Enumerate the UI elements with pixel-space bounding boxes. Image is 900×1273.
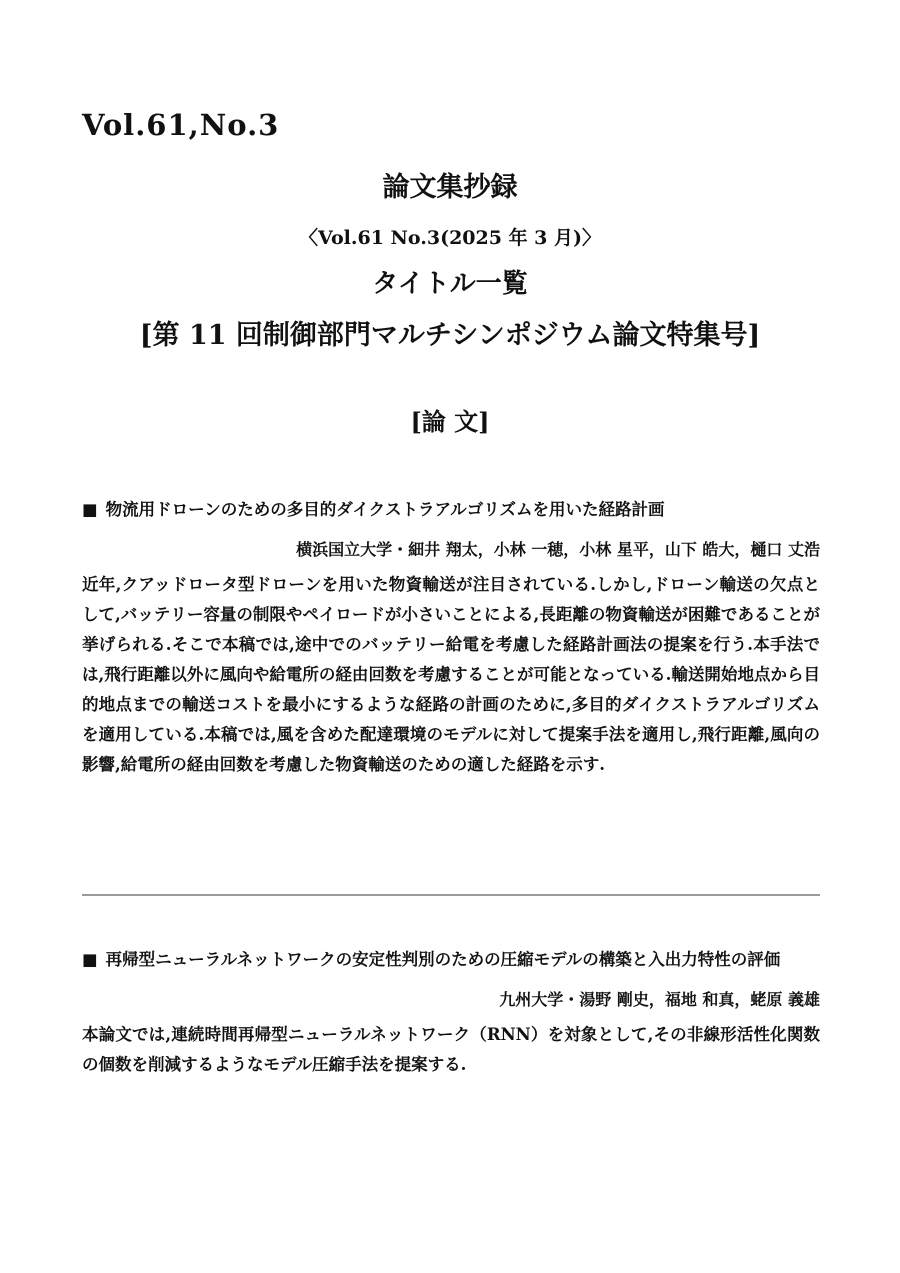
- bullet-icon: ■: [82, 500, 98, 519]
- bullet-icon: ■: [82, 950, 98, 969]
- page-title: 論文集抄録: [382, 172, 518, 203]
- article-title: 物流用ドローンのための多目的ダイクストラアルゴリズムを用いた経路計画: [105, 500, 665, 519]
- article-abstract: 近年,クアッドロータ型ドローンを用いた物資輸送が注目されている.しかし,ドローン輸送の欠点として,バッテリー容量の制限やペイロードが小さいことによる,長距離の物資輸送が困難であることが挙げられる.そこで本稿では,途中でのバッテリー給電を考慮した経路計画法の提案を行う.本手法では,飛行距離以外に風向や給電所の経由回数を考慮することが可能となっている.輸送開始地点から目的地点までの輸送コストを最小にするような経路の計画のために,多目的ダイクストラアルゴリズムを適用している.本稿では,風を含めた配達環境のモデルに対して提案手法を適用し,飛行距離,風向の影響,給電所の経由回数を考慮した物資輸送のための適した経路を示す.: [82, 575, 820, 774]
- divider: [82, 894, 820, 896]
- article-title: 再帰型ニューラルネットワークの安定性判別のための圧縮モデルの構築と入出力特性の評価: [105, 950, 781, 969]
- subtitle: タイトル一覧: [372, 269, 528, 299]
- special-issue-title: [第 11 回制御部門マルチシンポジウム論文特集号]: [139, 320, 761, 351]
- section-heading: [論 文]: [410, 407, 490, 436]
- article: [82, 490, 820, 780]
- article-title-line: [82, 940, 820, 980]
- article: [82, 940, 820, 1080]
- issue-label: 〈Vol.61 No.3(2025 年 3 月)〉: [298, 227, 602, 249]
- article-authors: 横浜国立大学・細井 翔太，小林 一穂，小林 星平，山下 皓大，樋口 丈浩: [296, 540, 820, 559]
- article-title-line: [82, 490, 820, 530]
- volume-heading: Vol.61,No.3: [82, 108, 280, 142]
- article-abstract: 本論文では,連続時間再帰型ニューラルネットワーク（RNN）を対象として,その非線形活性化関数の個数を削減するようなモデル圧縮手法を提案する.: [82, 1025, 820, 1074]
- article-authors: 九州大学・湯野 剛史，福地 和真，蛯原 義雄: [499, 990, 820, 1009]
